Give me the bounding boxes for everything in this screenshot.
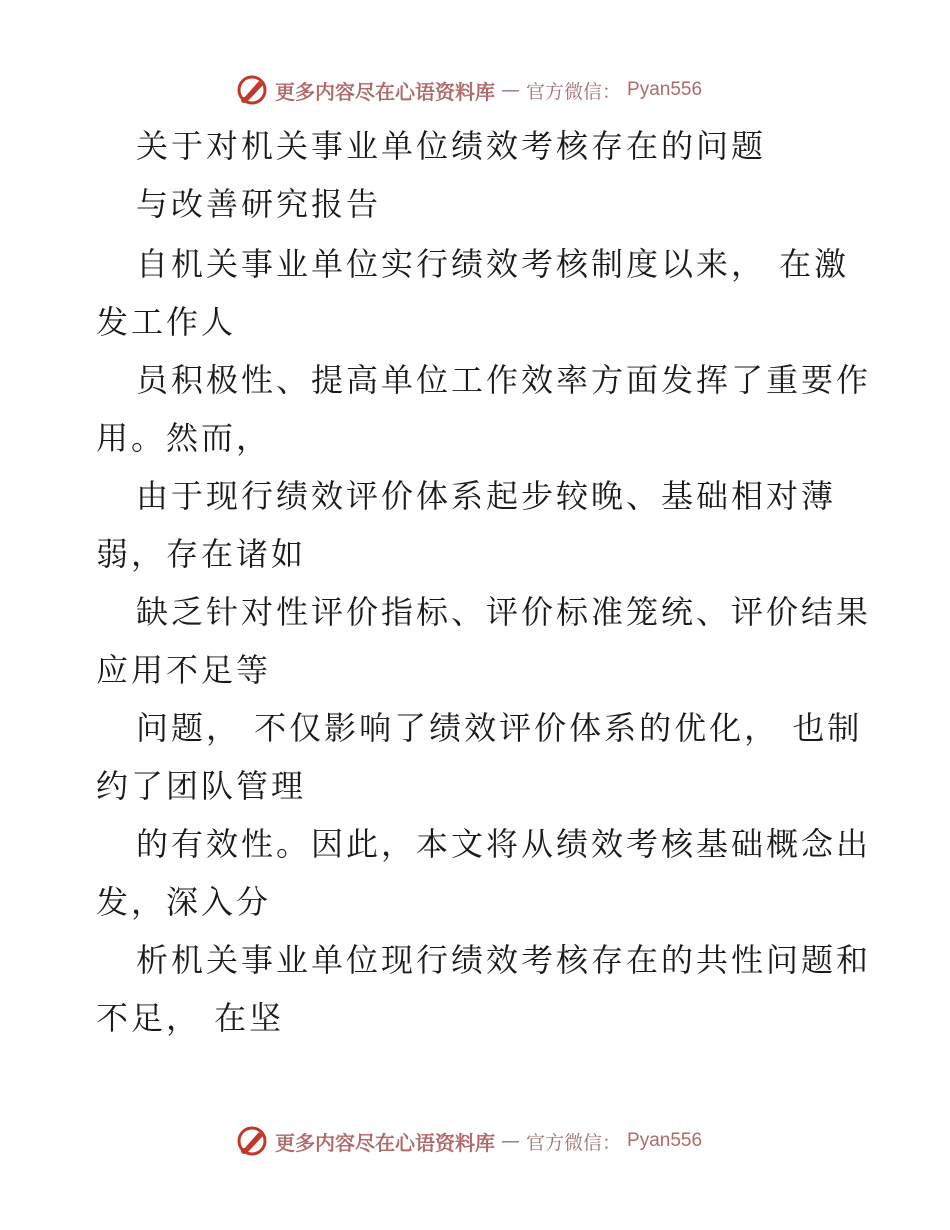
header-site-text: 更多内容尽在心语资料库 bbox=[275, 79, 495, 104]
text-line: 问题， 不仅影响了绩效评价体系的优化， 也制 bbox=[136, 709, 863, 747]
footer-site-text: 更多内容尽在心语资料库 bbox=[275, 1130, 495, 1155]
header-wechat-id: Pyan556 bbox=[627, 79, 703, 100]
pen-logo-icon bbox=[235, 1124, 269, 1158]
text-line: 关于对机关事业单位绩效考核存在的问题 bbox=[136, 127, 767, 165]
header-separator: — bbox=[501, 79, 520, 101]
footer-separator: — bbox=[501, 1130, 520, 1152]
text-line: 由于现行绩效评价体系起步较晚、基础相对薄 bbox=[136, 477, 837, 515]
text-line: 弱，存在诸如 bbox=[96, 535, 307, 573]
footer-banner bbox=[235, 1123, 702, 1159]
text-line: 自机关事业单位实行绩效考核制度以来， 在激 bbox=[136, 245, 850, 283]
text-line: 用。然而， bbox=[96, 419, 272, 457]
footer-wechat-id: Pyan556 bbox=[627, 1130, 703, 1151]
text-line: 的有效性。因此，本文将从绩效考核基础概念出 bbox=[136, 825, 872, 863]
footer-wechat-label: 官方微信： bbox=[526, 1131, 622, 1154]
text-line: 缺乏针对性评价指标、评价标准笼统、评价结果 bbox=[136, 593, 872, 631]
text-line: 应用不足等 bbox=[96, 651, 272, 689]
header-banner bbox=[235, 72, 702, 108]
text-line: 析机关事业单位现行绩效考核存在的共性问题和 bbox=[136, 941, 872, 979]
text-line: 发，深入分 bbox=[96, 883, 272, 921]
text-line: 与改善研究报告 bbox=[136, 185, 382, 223]
text-line: 不足， 在坚 bbox=[96, 999, 285, 1037]
header-wechat-label: 官方微信： bbox=[526, 80, 622, 103]
pen-logo-icon bbox=[235, 73, 269, 107]
text-line: 约了团队管理 bbox=[96, 767, 307, 805]
text-line: 员积极性、提高单位工作效率方面发挥了重要作 bbox=[136, 361, 872, 399]
text-line: 发工作人 bbox=[96, 303, 237, 341]
